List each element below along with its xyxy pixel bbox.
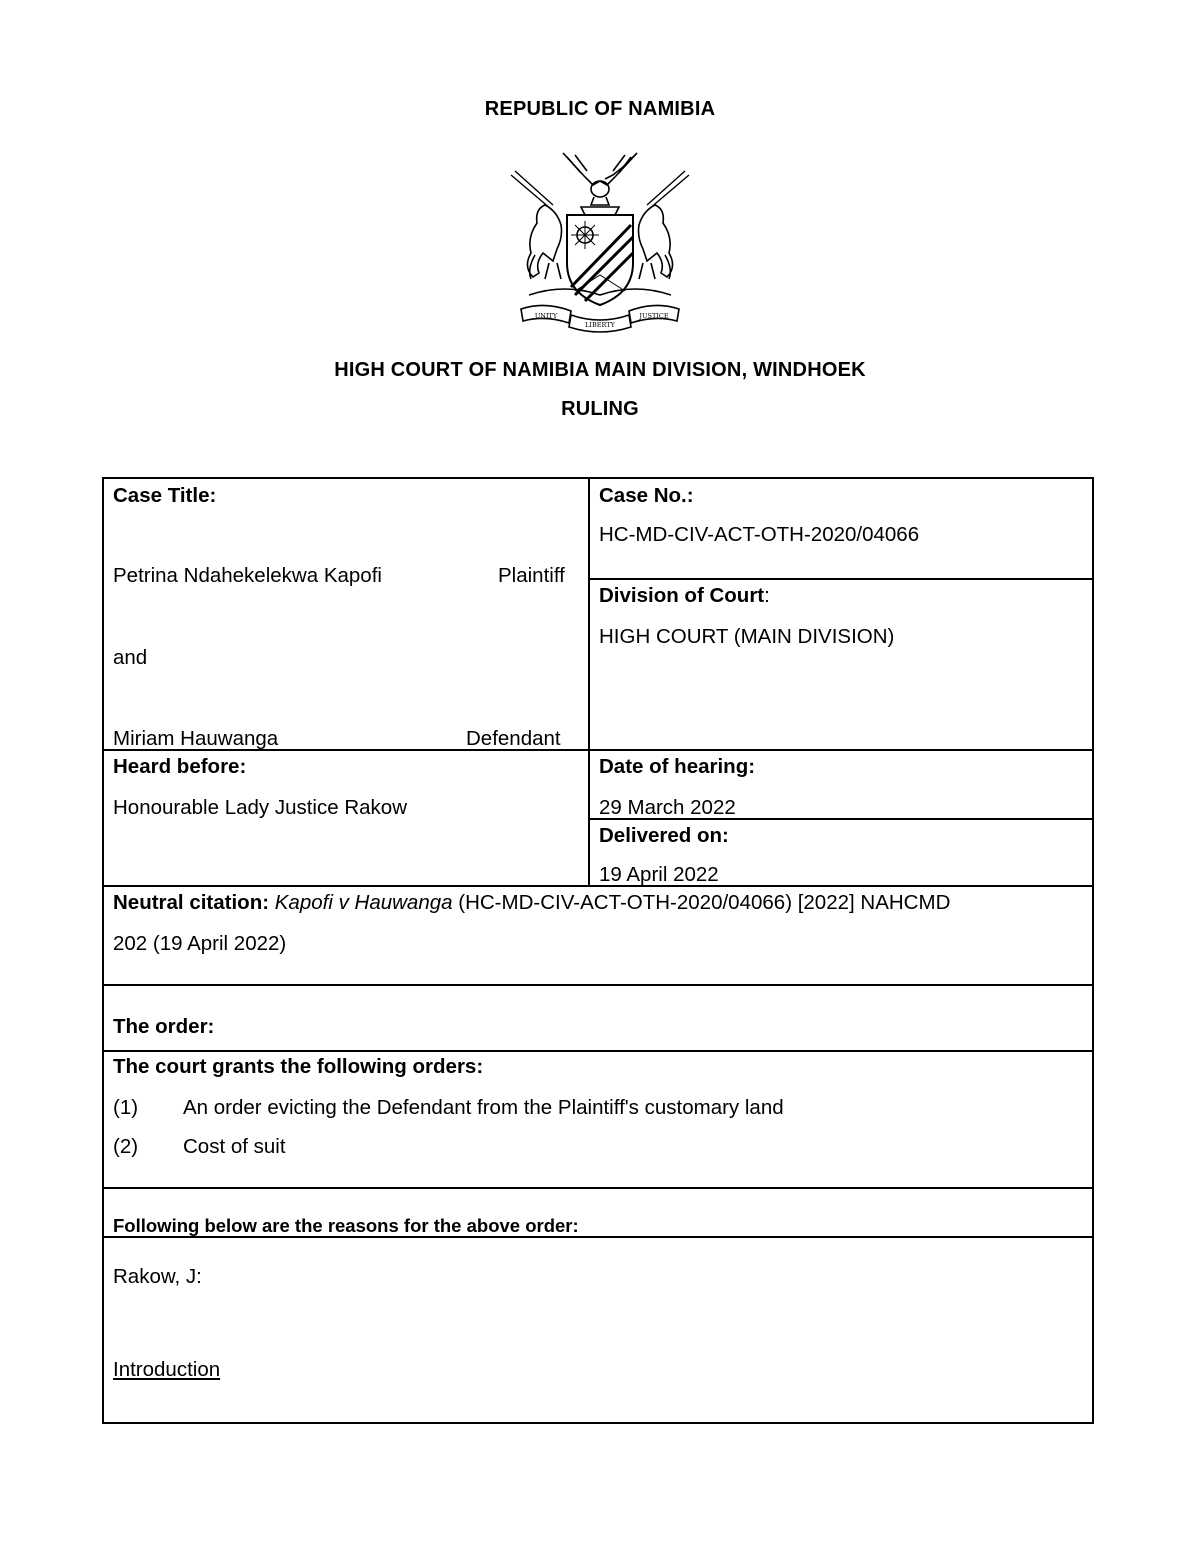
order-label: The order: [113, 1015, 215, 1038]
row-divider [104, 1050, 1094, 1052]
and-text: and [113, 646, 148, 669]
hearing-date-label: Date of hearing: [599, 755, 756, 778]
row-divider [588, 578, 1094, 580]
heard-before-value: Honourable Lady Justice Rakow [113, 796, 407, 819]
delivered-label: Delivered on: [599, 824, 729, 847]
row-divider [104, 984, 1094, 986]
coat-of-arms-emblem [505, 145, 695, 335]
column-divider [588, 479, 590, 887]
order-item-text: Cost of suit [183, 1135, 286, 1158]
motto-center: LIBERTY [585, 321, 615, 329]
defendant-role: Defendant [466, 727, 561, 750]
court-heading: HIGH COURT OF NAMIBIA MAIN DIVISION, WINDHOEK [334, 359, 866, 381]
order-item-text: An order evicting the Defendant from the Plaintiff's customary land [183, 1096, 784, 1119]
order-item-number: (2) [113, 1135, 139, 1158]
heard-before-label: Heard before: [113, 755, 247, 778]
citation-label: Neutral citation: [113, 891, 270, 914]
delivered-date: 19 April 2022 [599, 863, 719, 886]
orders-granted-label: The court grants the following orders: [113, 1055, 484, 1078]
order-item-number: (1) [113, 1096, 139, 1119]
citation-line-1 [113, 891, 950, 915]
case-number: HC-MD-CIV-ACT-OTH-2020/04066 [599, 523, 920, 546]
citation-case-name: Kapofi v Hauwanga [274, 891, 453, 914]
case-details-table [102, 477, 1094, 1424]
citation-rest: (HC-MD-CIV-ACT-OTH-2020/04066) [2022] NAHCMD [458, 891, 951, 914]
section-heading-introduction: Introduction [113, 1358, 221, 1381]
citation-line-2: 202 (19 April 2022) [113, 932, 287, 955]
division-value: HIGH COURT (MAIN DIVISION) [599, 625, 895, 648]
division-label-line [599, 584, 770, 608]
judge-name: Rakow, J: [113, 1265, 202, 1288]
plaintiff-name: Petrina Ndahekelekwa Kapofi [113, 564, 382, 587]
motto-right: JUSTICE [639, 312, 669, 320]
case-number-label: Case No.: [599, 484, 694, 507]
division-colon: : [764, 584, 770, 607]
motto-left: UNITY [534, 312, 558, 320]
defendant-name: Miriam Hauwanga [113, 727, 279, 750]
document-type-heading: RULING [561, 398, 639, 420]
row-divider [104, 1187, 1094, 1189]
row-divider [104, 1236, 1094, 1238]
plaintiff-role: Plaintiff [498, 564, 565, 587]
hearing-date: 29 March 2022 [599, 796, 736, 819]
division-label: Division of Court [599, 584, 765, 607]
reasons-label: Following below are the reasons for the above order: [113, 1215, 579, 1236]
country-heading: REPUBLIC OF NAMIBIA [484, 98, 716, 120]
case-title-label: Case Title: [113, 484, 217, 507]
